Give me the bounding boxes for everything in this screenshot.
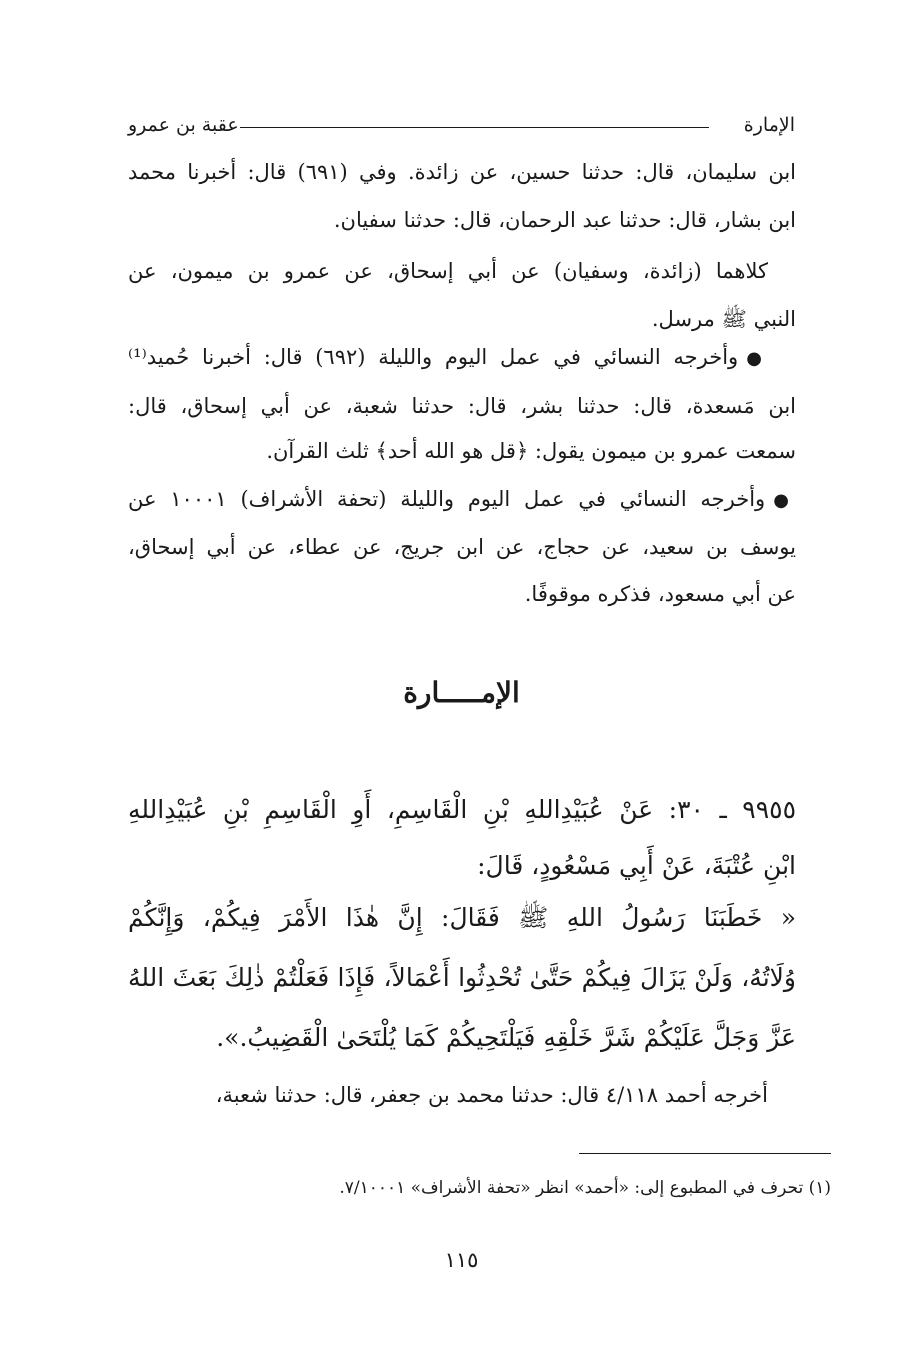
hadith-line: ابْنِ عُتْبَةَ، عَنْ أَبِي مَسْعُودٍ، قَالَ: <box>477 851 796 880</box>
footnote: (١) تحرف في المطبوع إلى: «أحمد» انظر «تحفة الأشراف» ٧/١٠٠٠١. <box>339 1178 831 1198</box>
section-title: الإمـــــارة <box>403 676 520 709</box>
header-narrator: عقبة بن عمرو <box>128 114 239 136</box>
page-number: ١١٥ <box>444 1248 479 1272</box>
running-header <box>128 114 795 140</box>
hadith-line: وُلَاتُهُ، وَلَنْ يَزَالَ فِيكُمْ حَتَّىٰ تُحْدِثُوا أَعْمَالاً، فَإِذَا فَعَلْتُمْ ذٰلِكَ بَعَثَ اللهُ <box>128 963 796 992</box>
header-rule <box>240 127 709 128</box>
hadith-line: « خَطَبَنَا رَسُولُ اللهِ ﷺ فَقَالَ: إِنَّ هٰذَا الأَمْرَ فِيكُمْ، وَإِنَّكُمْ <box>128 903 796 932</box>
header-section-title: الإمارة <box>743 114 795 136</box>
text-line: عن أبي مسعود، فذكره موقوفًا. <box>524 582 796 606</box>
text-line: النبي ﷺ مرسل. <box>651 307 796 331</box>
text-line: ابن مَسعدة، قال: حدثنا بشر، قال: حدثنا شعبة، عن أبي إسحاق، قال: <box>128 394 796 418</box>
bullet-line <box>128 340 768 376</box>
text-line: أخرجه أحمد ٤/١١٨ قال: حدثنا محمد بن جعفر، قال: حدثنا شعبة، <box>215 1083 768 1107</box>
text-line: سمعت عمرو بن ميمون يقول: ﴿قل هو الله أحد﴾ ثلث القرآن. <box>266 439 796 463</box>
bullet-icon: ● <box>746 348 768 369</box>
text-line: كلاهما (زائدة، وسفيان) عن أبي إسحاق، عن عمرو بن ميمون، عن <box>128 259 768 283</box>
hadith-line: ٩٩٥٥ ـ ٣٠: عَنْ عُبَيْدِاللهِ بْنِ الْقَاسِمِ، أَوِ الْقَاسِمِ بْنِ عُبَيْدِاللهِ <box>128 795 796 824</box>
text-line: وأخرجه النسائي في عمل اليوم والليلة (٦٩٢) قال: أخبرنا حُميد⁽¹⁾ <box>128 345 739 369</box>
text-line: يوسف بن سعيد، عن حجاج، عن ابن جريج، عن عطاء، عن أبي إسحاق، <box>128 535 796 559</box>
bullet-line <box>128 482 796 518</box>
text-line: ابن بشار، قال: حدثنا عبد الرحمان، قال: حدثنا سفيان. <box>333 208 796 232</box>
footnote-rule <box>579 1153 831 1154</box>
text-line: ابن سليمان، قال: حدثنا حسين، عن زائدة. وفي (٦٩١) قال: أخبرنا محمد <box>128 160 796 184</box>
hadith-line: عَزَّ وَجَلَّ عَلَيْكُمْ شَرَّ خَلْقِهِ فَيَلْتَحِيكُمْ كَمَا يُلْتَحَىٰ الْقَضِيبُ.». <box>216 1023 796 1052</box>
bullet-icon: ● <box>773 490 796 511</box>
text-line: وأخرجه النسائي في عمل اليوم والليلة (تحفة الأشراف) ١٠٠٠١ عن <box>128 487 766 511</box>
